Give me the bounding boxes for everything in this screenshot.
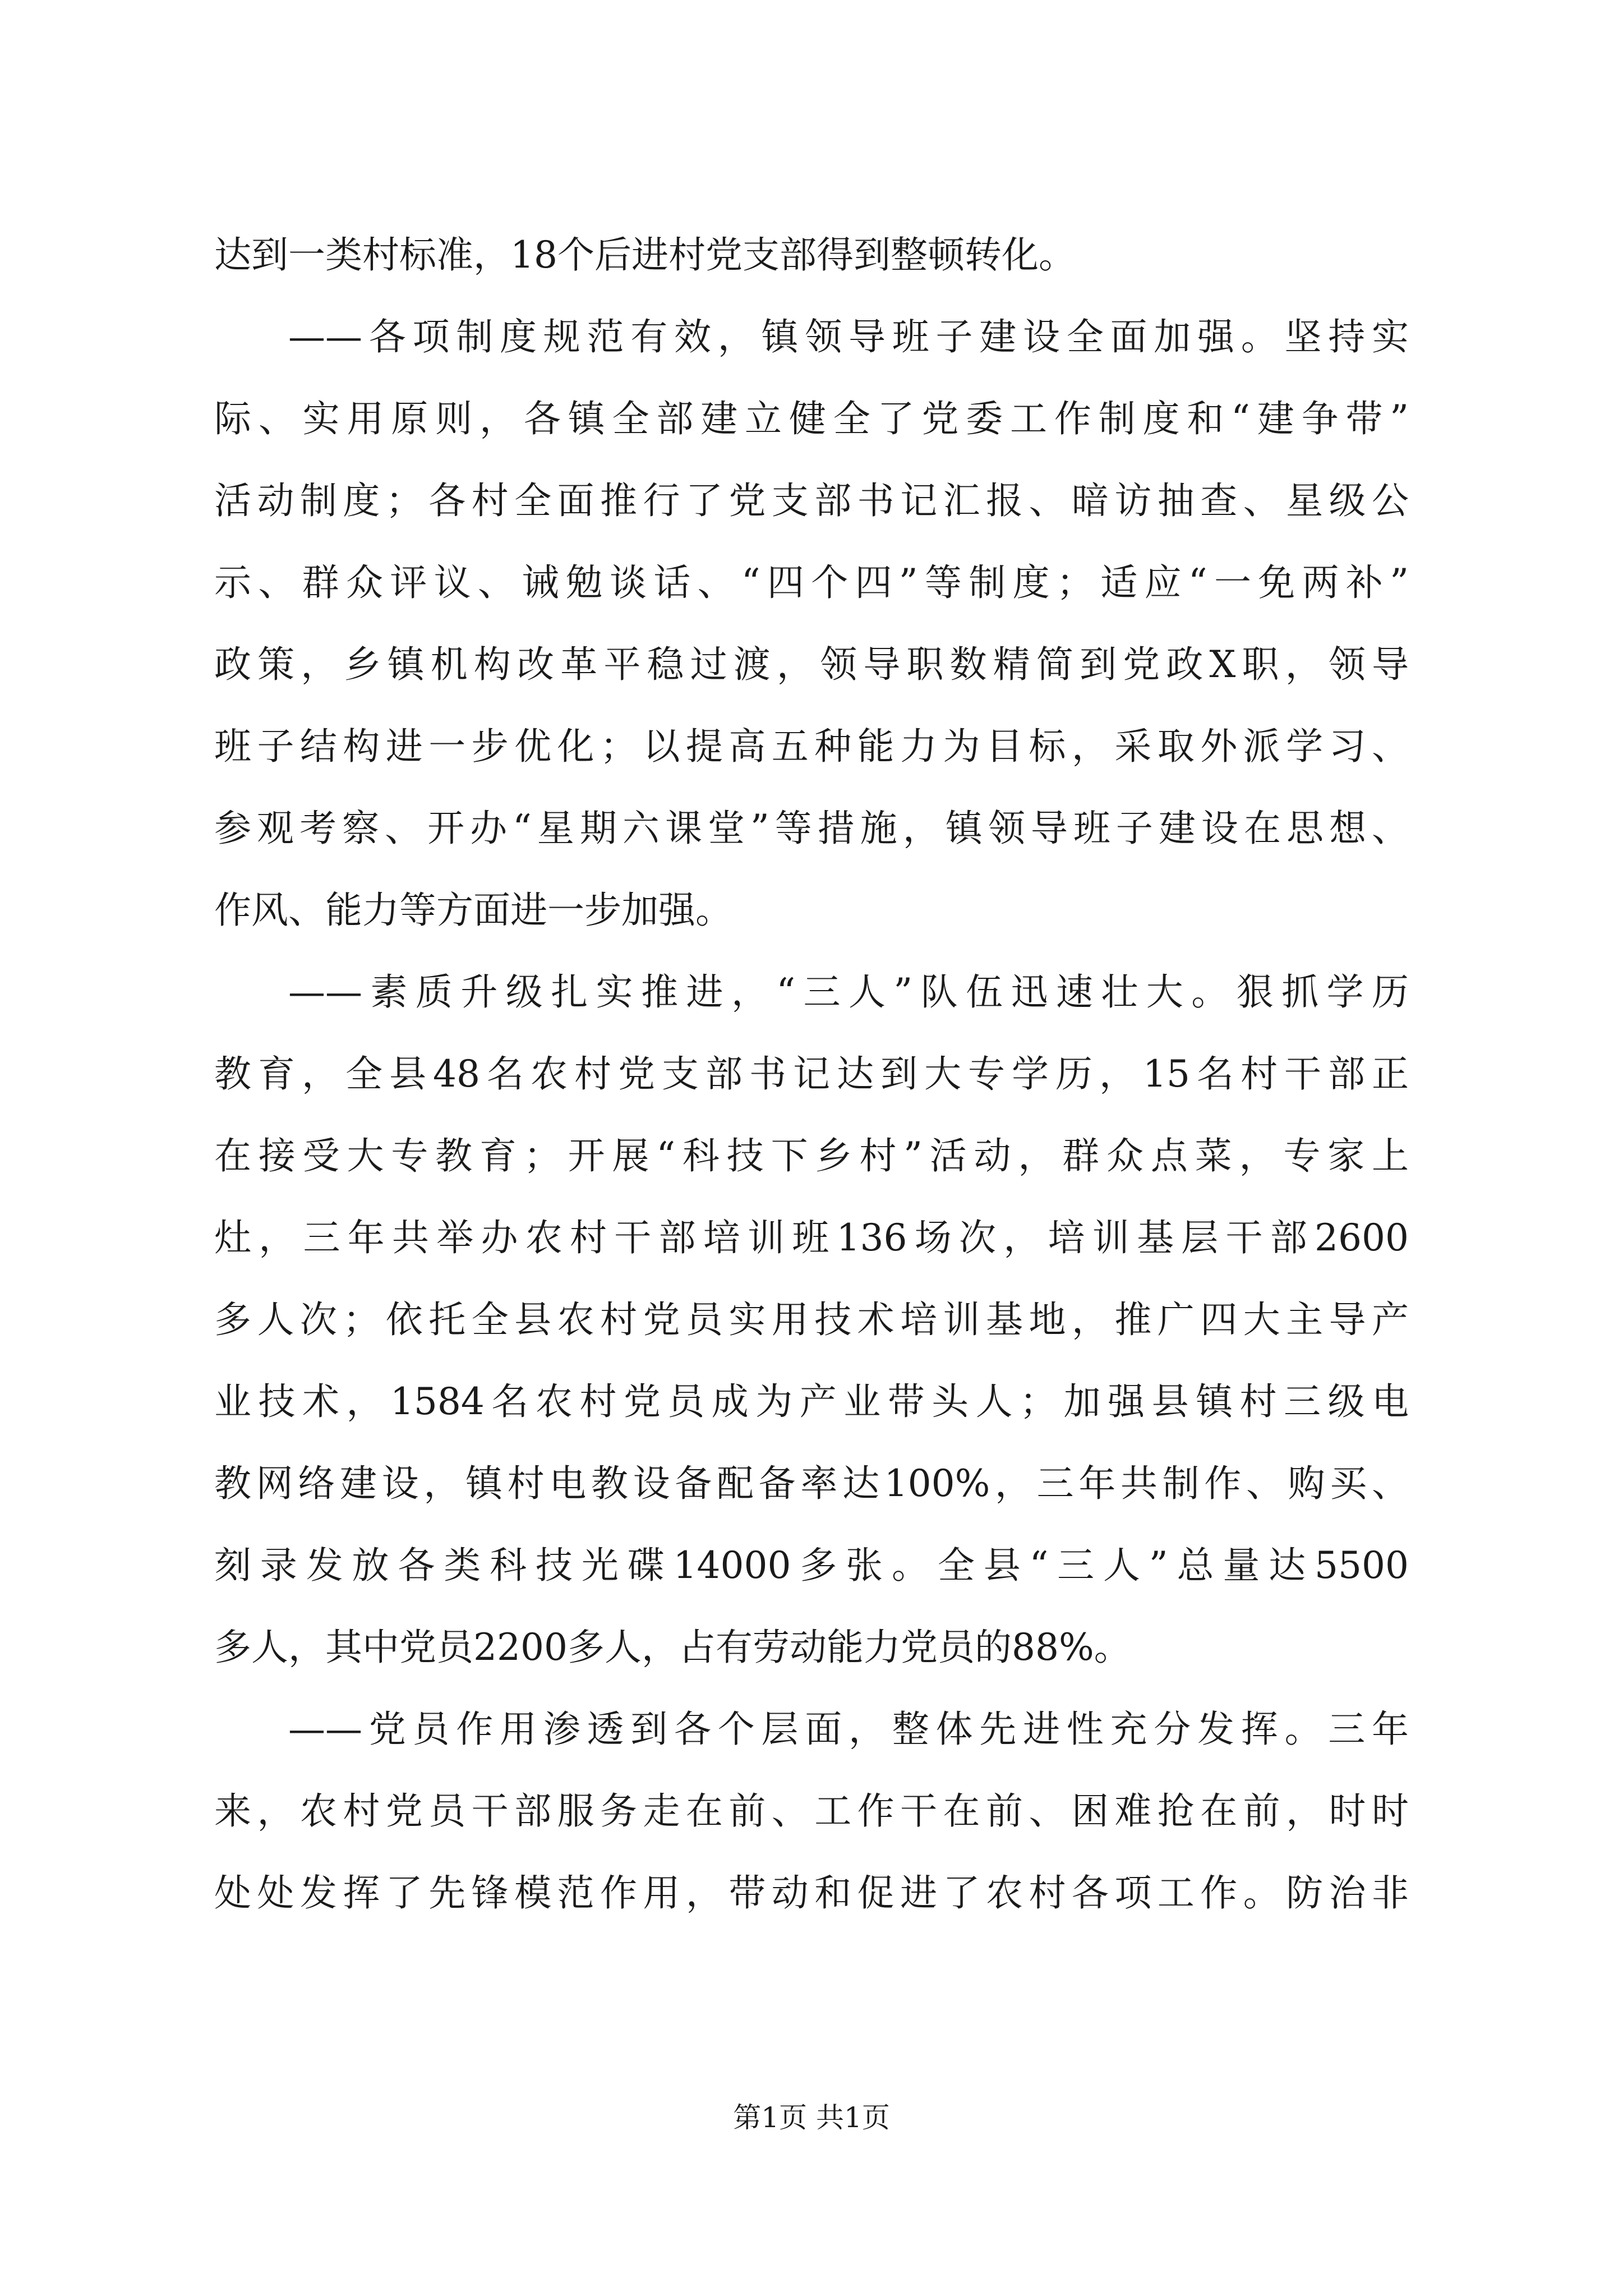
text-line: 处处发挥了先锋模范作用，带动和促进了农村各项工作。防治非 bbox=[214, 1871, 1409, 1915]
text-line: 灶，三年共举办农村干部培训班136场次，培训基层干部2600 bbox=[214, 1216, 1409, 1259]
text-line: 业技术，1584名农村党员成为产业带头人；加强县镇村三级电 bbox=[214, 1380, 1409, 1423]
text-line: 在接受大专教育；开展“科技下乡村”活动，群众点菜，专家上 bbox=[214, 1134, 1409, 1177]
text-line: 来，农村党员干部服务走在前、工作干在前、困难抢在前，时时 bbox=[214, 1789, 1409, 1833]
text-line: 教网络建设，镇村电教设备配备率达100%，三年共制作、购买、 bbox=[214, 1462, 1409, 1505]
text-line: 示、群众评议、诫勉谈话、“四个四”等制度；适应“一免两补” bbox=[214, 561, 1409, 604]
text-line: ——素质升级扎实推进，“三人”队伍迅速壮大。狠抓学历 bbox=[288, 970, 1409, 1014]
text-line: 际、实用原则，各镇全部建立健全了党委工作制度和“建争带” bbox=[214, 397, 1409, 440]
page-number-label: 第1页 共1页 bbox=[733, 2101, 890, 2134]
document-body bbox=[214, 214, 1409, 1934]
text-line: 作风、能力等方面进一步加强。 bbox=[214, 889, 732, 932]
text-line: 参观考察、开办“星期六课堂”等措施，镇领导班子建设在思想、 bbox=[214, 807, 1409, 850]
text-line: 刻录发放各类科技光碟14000多张。全县“三人”总量达5500 bbox=[214, 1544, 1409, 1587]
text-line: 活动制度；各村全面推行了党支部书记汇报、暗访抽查、星级公 bbox=[214, 479, 1409, 522]
text-line: 教育，全县48名农村党支部书记达到大专学历，15名村干部正 bbox=[214, 1052, 1409, 1096]
text-line: 达到一类村标准，18个后进村党支部得到整顿转化。 bbox=[214, 233, 1076, 277]
page-footer bbox=[0, 2095, 1623, 2136]
text-line: 多人，其中党员2200多人，占有劳动能力党员的88%。 bbox=[214, 1626, 1131, 1669]
text-line: ——党员作用渗透到各个层面，整体先进性充分发挥。三年 bbox=[288, 1708, 1409, 1751]
text-line: ——各项制度规范有效，镇领导班子建设全面加强。坚持实 bbox=[288, 315, 1409, 358]
text-line: 多人次；依托全县农村党员实用技术培训基地，推广四大主导产 bbox=[214, 1298, 1409, 1341]
text-line: 政策，乡镇机构改革平稳过渡，领导职数精简到党政X职，领导 bbox=[214, 643, 1409, 686]
text-line: 班子结构进一步优化；以提高五种能力为目标，采取外派学习、 bbox=[214, 725, 1409, 768]
